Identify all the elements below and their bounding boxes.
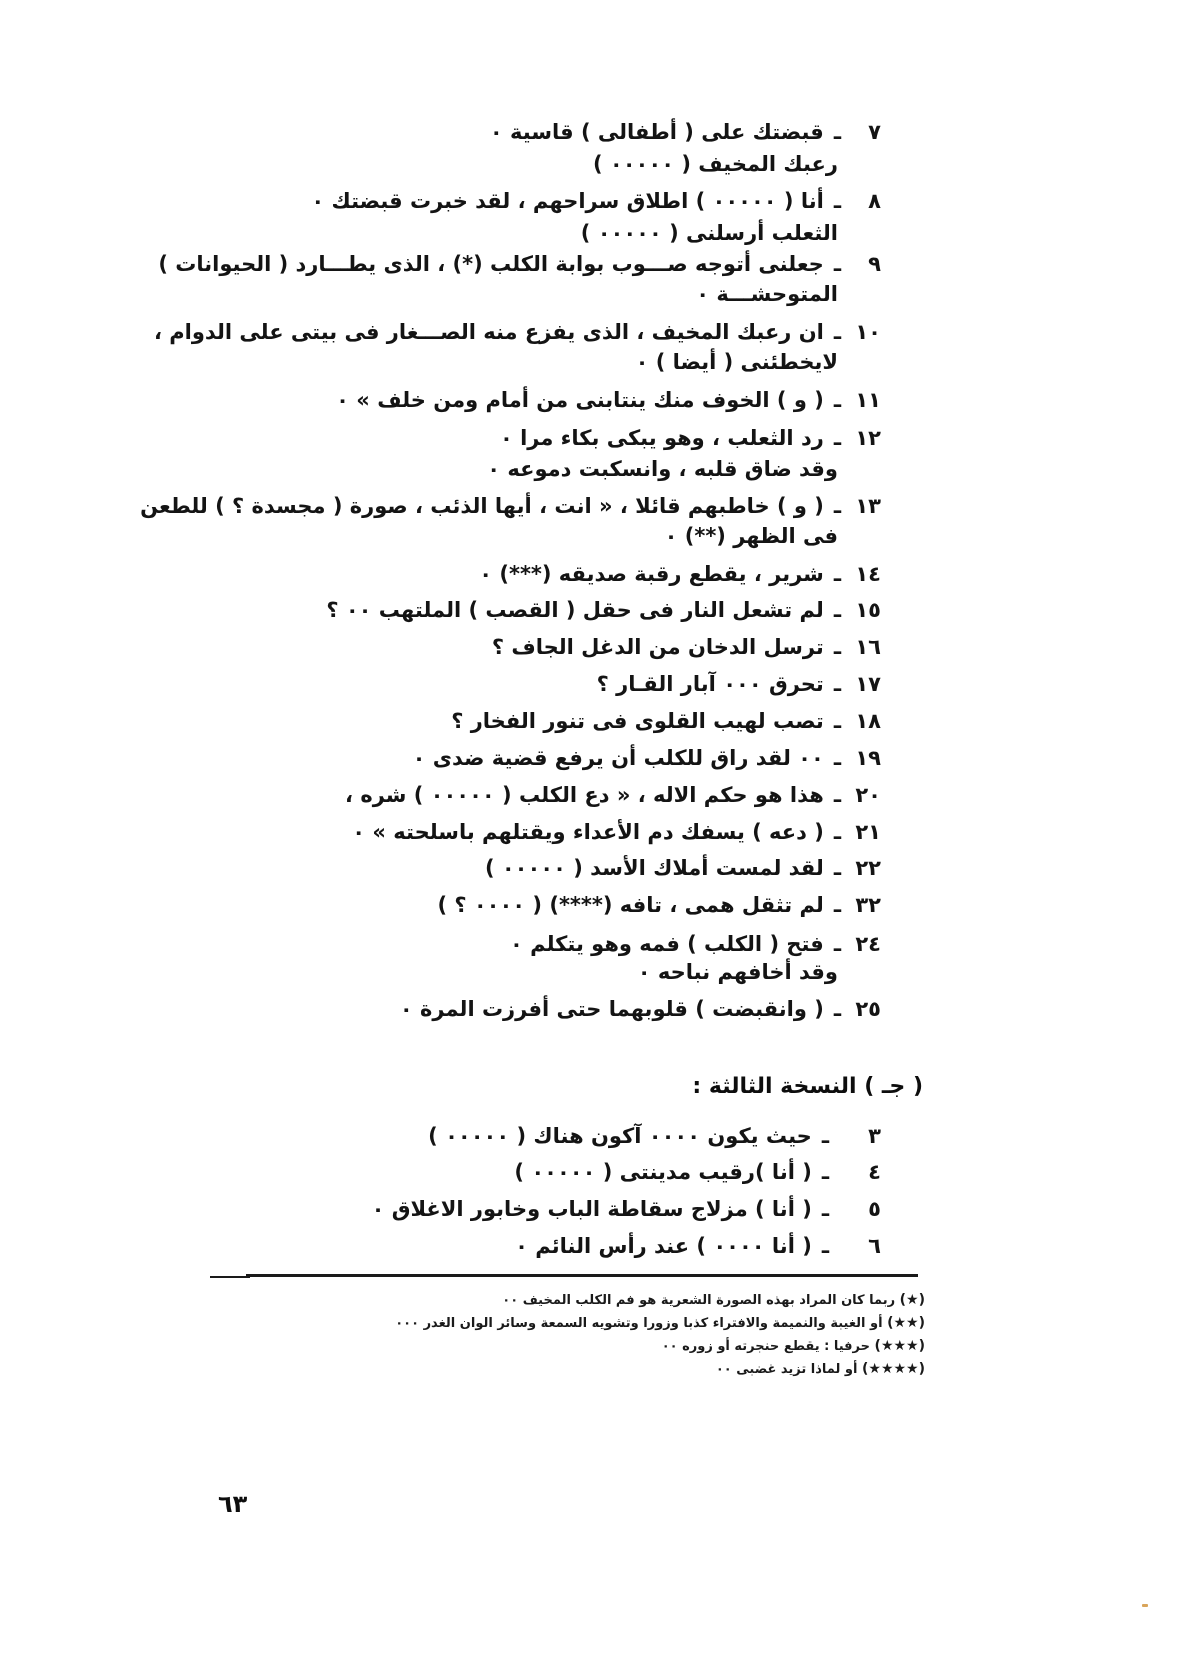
verse-line [140,492,881,520]
verse-continuation: الثعلب أرسلنى ( ٠٠٠٠٠ ) [580,221,838,245]
verse-line [597,670,881,698]
footnote [395,1313,925,1334]
dash: ـ [821,1197,829,1221]
verse-number: ٥ [868,1197,881,1221]
verse-line [400,995,881,1023]
verse-text: ( أنا ٠٠٠٠ ) عند رأس النائم ٠ [515,1234,812,1258]
dash: ـ [833,746,841,770]
section-heading: ( جـ ) النسخة الثالثة : [692,1074,923,1099]
footnote-star-icon: (★★) [887,1315,925,1331]
verse-text: ( و ) خاطبهم قائلا ، « انت ، أيها الذئب ، صورة ( مجسدة ؟ ) للطعن [140,494,824,518]
verse-text: قبضتك على ( أطفالى ) قاسية ٠ [489,120,824,144]
verse-line [345,781,881,809]
dash: ـ [833,672,841,696]
footnote-text: أو لماذا تزيد غضبى ٠٠ [715,1362,858,1377]
footnote-rule-stub [210,1276,250,1278]
verse-line [514,1158,881,1186]
dash: ـ [821,1160,829,1184]
verse-text: لم تثقل همى ، تافه (****) ( ٠٠٠٠ ؟ ) [437,893,824,917]
verse-text: ترسل الدخان من الدغل الجاف ؟ [491,635,824,659]
verse-number: ٢١ [855,820,881,844]
verse-text: ( دعه ) يسفك دم الأعداء ويقتلهم باسلحته » ٠ [352,820,824,844]
verse-line [311,187,881,215]
verse-number: ١٠ [855,320,881,344]
verse-number: ٦ [868,1234,881,1258]
verse-number: ٨ [868,189,881,213]
dash: ـ [833,820,841,844]
verse-number: ١٤ [855,562,881,586]
dash: ـ [833,120,841,144]
dash: ـ [833,856,841,880]
dash: ـ [833,598,841,622]
verse-line [515,1232,881,1260]
dash: ـ [833,494,841,518]
verse-number: ١٥ [855,598,881,622]
verse-number: ٢٤ [855,932,881,956]
verse-line [485,854,881,882]
verse-continuation: فى الظهر (**) ٠ [664,524,838,548]
verse-number: ٣٢ [855,893,881,917]
dash: ـ [833,997,841,1021]
verse-continuation: وقد أخافهم نباحه ٠ [637,960,838,984]
dash: ـ [833,426,841,450]
verse-line [372,1195,881,1223]
verse-text: حيث يكون ٠٠٠٠ آكون هناك ( ٠٠٠٠٠ ) [428,1124,812,1148]
verse-text: لم تشعل النار فى حقل ( القصب ) الملتهب ٠٠ ؟ [326,598,824,622]
verse-continuation: وقد ضاق قلبه ، وانسكبت دموعه ٠ [487,457,838,481]
verse-number: ٤ [868,1160,881,1184]
footnote-text: حرفيا : يقطع حنجرته أو زوره ٠٠ [661,1339,871,1354]
verse-number: ١٣ [855,494,881,518]
dash: ـ [833,562,841,586]
verse-number: ١٨ [855,709,881,733]
verse-continuation: رعبك المخيف ( ٠٠٠٠٠ ) [593,152,838,176]
verse-number: ٩ [868,252,881,276]
verse-text: رد الثعلب ، وهو يبكى بكاء مرا ٠ [499,426,824,450]
verse-text: ( وانقبضت ) قلوبهما حتى أفرزت المرة ٠ [399,997,824,1021]
verse-number: ١١ [855,388,881,412]
verse-text: فتح ( الكلب ) فمه وهو يتكلم ٠ [510,932,824,956]
verse-line [492,633,881,661]
dash: ـ [833,932,841,956]
footnote [502,1290,925,1311]
verse-number: ٢٠ [855,783,881,807]
verse-text: ( أنا ) مزلاج سقاطة الباب وخابور الاغلاق ٠ [371,1197,812,1221]
dash: ـ [833,635,841,659]
verse-text: ٠٠ لقد راق للكلب أن يرفع قضية ضدى ٠ [412,746,824,770]
verse-continuation: المتوحشـــة ٠ [696,282,838,306]
verse-number: ٢٢ [855,856,881,880]
verse-text: شرير ، يقطع رقبة صديقه (***) ٠ [479,562,824,586]
footnote-star-icon: (★) [899,1292,925,1308]
page-number: ٦٣ [218,1490,248,1518]
verse-text: تصب لهيب القلوى فى تنور الفخار ؟ [451,709,824,733]
dash: ـ [821,1124,829,1148]
verse-number: ٣ [868,1124,881,1148]
verse-line [326,596,881,624]
footnote [662,1336,925,1357]
footnote-text: ربما كان المراد بهذه الصورة الشعرية هو فم الكلب المخيف ٠٠ [502,1293,896,1308]
verse-line [437,891,881,919]
verse-number: ١٢ [855,426,881,450]
verse-line [158,250,881,278]
dash: ـ [833,783,841,807]
footnote-rule [246,1274,918,1277]
verse-line [336,386,881,414]
verse-line [451,707,881,735]
verse-line [479,560,881,588]
verse-line [490,118,881,146]
verse-number: ٢٥ [855,997,881,1021]
verse-line [500,424,881,452]
verse-line [352,818,881,846]
verse-line [154,318,881,346]
dash: ـ [833,252,841,276]
dash: ـ [821,1234,829,1258]
footnote [716,1359,925,1380]
footnote-text: أو الغيبة والنميمة والافتراء كذبا وزورا وتشويه السمعة وسائر الوان الغدر ٠٠٠ [395,1316,883,1331]
verse-text: ( أنا )رقيب مدينتى ( ٠٠٠٠٠ ) [514,1160,812,1184]
verse-text: جعلنى أتوجه صـــوب بوابة الكلب (*) ، الذى يطـــارد ( الحيوانات ) [158,252,824,276]
verse-number: ٧ [868,120,881,144]
verse-text: أنا ( ٠٠٠٠٠ ) اطلاق سراحهم ، لقد خبرت قبضتك ٠ [311,189,824,213]
verse-line [413,744,881,772]
dash: ـ [833,189,841,213]
dash: ـ [833,709,841,733]
footnote-star-icon: (★★★★) [862,1361,925,1377]
verse-number: ١٦ [855,635,881,659]
verse-number: ١٧ [855,672,881,696]
verse-number: ١٩ [855,746,881,770]
verse-text: ان رعبك المخيف ، الذى يفزع منه الصـــغار فى بيتى على الدوام ، [153,320,824,344]
verse-line [428,1122,881,1150]
verse-text: تحرق ٠٠٠ آبار القـار ؟ [596,672,824,696]
verse-text: لقد لمست أملاك الأسد ( ٠٠٠٠٠ ) [484,856,824,880]
footnote-star-icon: (★★★) [874,1338,925,1354]
dash: ـ [833,320,841,344]
verse-line [510,930,881,958]
scan-artifact [1142,1604,1148,1607]
verse-continuation: لايخطئنى ( أيضا ) ٠ [635,350,838,374]
dash: ـ [833,388,841,412]
verse-text: هذا هو حكم الاله ، « دع الكلب ( ٠٠٠٠٠ ) شره ، [345,783,824,807]
verse-text: ( و ) الخوف منك ينتابنى من أمام ومن خلف » ٠ [336,388,824,412]
dash: ـ [833,893,841,917]
